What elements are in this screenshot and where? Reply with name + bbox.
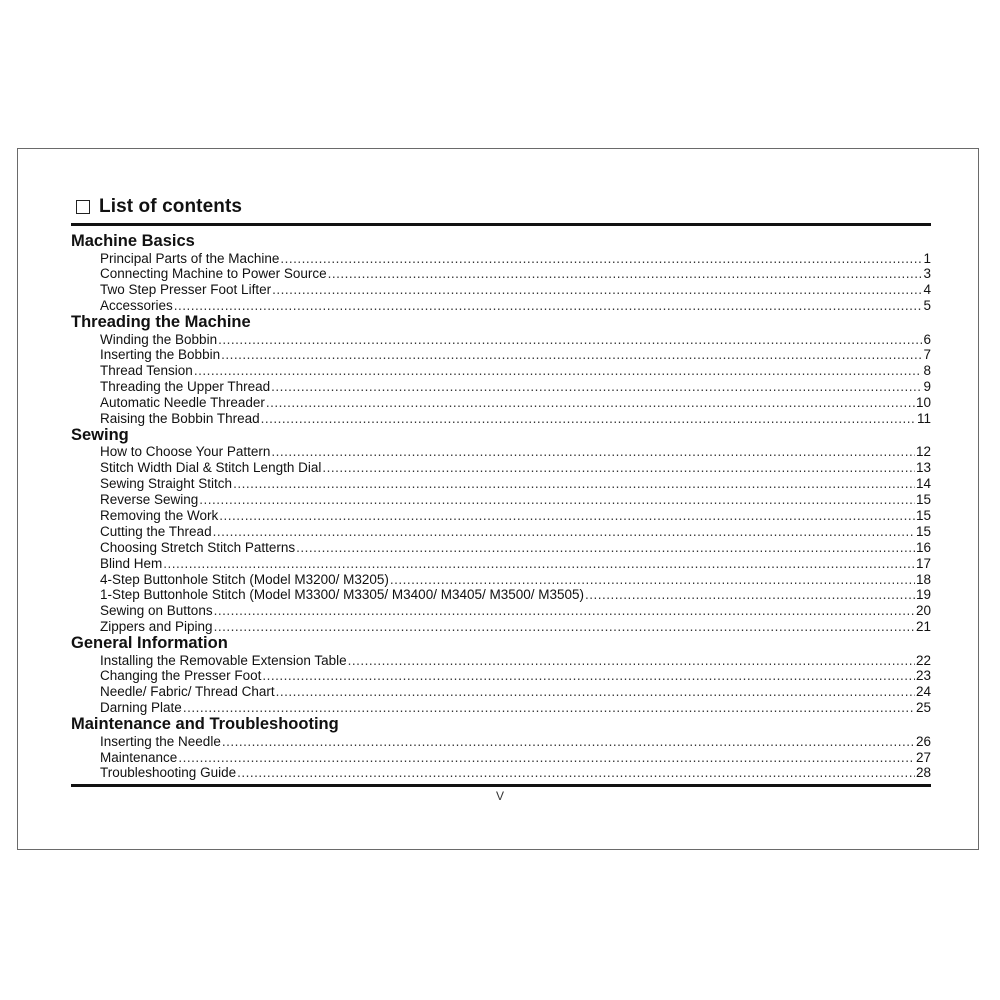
toc-entry-label: Darning Plate — [100, 700, 182, 716]
dot-leader — [261, 411, 916, 427]
toc-entry[interactable] — [71, 700, 931, 716]
toc-entry-page: 15 — [915, 523, 931, 539]
toc-entry-label: Principal Parts of the Machine — [100, 250, 280, 266]
toc-entry-page: 13 — [915, 460, 931, 476]
toc-entry-page: 3 — [923, 266, 931, 282]
dot-leader — [328, 266, 923, 282]
toc-entry-label: Winding the Bobbin — [100, 331, 218, 347]
toc-entry[interactable] — [71, 750, 931, 766]
toc-entry[interactable] — [71, 332, 931, 348]
toc-entry[interactable] — [71, 508, 931, 524]
toc-entry-page: 28 — [915, 765, 931, 781]
toc-entry-label: Two Step Presser Foot Lifter — [100, 282, 272, 298]
toc-entry-label: 4-Step Buttonhole Stitch (Model M3200/ M3205) — [100, 571, 389, 587]
toc-entry-label: Choosing Stretch Stitch Patterns — [100, 539, 296, 555]
toc-entry-label: Thread Tension — [100, 363, 193, 379]
toc-entry-page: 11 — [916, 411, 931, 427]
dot-leader — [213, 524, 915, 540]
toc-entry-page: 20 — [915, 603, 931, 619]
toc-entry-page: 9 — [923, 379, 931, 395]
toc-entry[interactable] — [71, 460, 931, 476]
toc-entry[interactable] — [71, 603, 931, 619]
toc-entry-label: Reverse Sewing — [100, 492, 199, 508]
toc-entry-label: Blind Hem — [100, 555, 163, 571]
toc-entry-page: 7 — [923, 347, 931, 363]
dot-leader — [296, 540, 915, 556]
toc-entry[interactable] — [71, 734, 931, 750]
toc-entry[interactable] — [71, 619, 931, 635]
toc-entry-page: 21 — [915, 619, 931, 635]
toc-entry-page: 8 — [923, 363, 931, 379]
dot-leader — [348, 653, 915, 669]
toc-entry-label: Troubleshooting Guide — [100, 765, 237, 781]
dot-leader — [163, 556, 915, 572]
toc-entry-label: 1-Step Buttonhole Stitch (Model M3300/ M3305/ M3400/ M3405/ M3500/ M3505) — [100, 587, 585, 603]
dot-leader — [222, 734, 915, 750]
dot-leader — [237, 765, 915, 781]
dot-leader — [280, 251, 922, 267]
toc-entry-page: 26 — [915, 733, 931, 749]
section-heading: Maintenance and Troubleshooting — [71, 715, 339, 734]
dot-leader — [194, 363, 923, 379]
toc-entry-page: 4 — [923, 282, 931, 298]
toc-entry-page: 14 — [915, 476, 931, 492]
toc-entry-page: 22 — [915, 652, 931, 668]
toc-entry[interactable] — [71, 684, 931, 700]
toc-entry-page: 24 — [915, 684, 931, 700]
toc-entry-label: Removing the Work — [100, 507, 219, 523]
section-heading: Threading the Machine — [71, 313, 251, 332]
dot-leader — [174, 298, 923, 314]
dot-leader — [214, 603, 915, 619]
toc-entry-page: 6 — [923, 331, 931, 347]
toc-entry[interactable] — [71, 540, 931, 556]
toc-entry[interactable] — [71, 572, 931, 588]
toc-entry[interactable] — [71, 444, 931, 460]
toc-entry[interactable] — [71, 668, 931, 684]
section-heading: Machine Basics — [71, 232, 195, 250]
toc-entry[interactable] — [71, 765, 931, 781]
toc-entry-label: Connecting Machine to Power Source — [100, 266, 327, 282]
toc-entry[interactable] — [71, 653, 931, 669]
toc-entry-page: 12 — [915, 444, 931, 460]
toc-entry[interactable] — [71, 251, 931, 267]
toc-entry-page: 18 — [915, 571, 931, 587]
toc-entry-label: Threading the Upper Thread — [100, 379, 271, 395]
page-number: V — [495, 789, 504, 803]
toc-entry-page: 1 — [923, 250, 931, 266]
toc-entry-label: Maintenance — [100, 749, 178, 765]
toc-entry[interactable] — [71, 282, 931, 298]
toc-entry-page: 17 — [915, 555, 931, 571]
dot-leader — [271, 444, 915, 460]
bottom-rule — [71, 784, 931, 787]
toc-entry-label: Cutting the Thread — [100, 523, 212, 539]
section-heading: General Information — [71, 634, 228, 653]
toc-entry-label: How to Choose Your Pattern — [100, 444, 271, 460]
dot-leader — [262, 668, 915, 684]
dot-leader — [266, 395, 915, 411]
toc-entry[interactable] — [71, 524, 931, 540]
title-rule — [71, 223, 931, 226]
toc-entry-page: 15 — [915, 492, 931, 508]
toc-entry-page: 27 — [915, 749, 931, 765]
toc-entry[interactable] — [71, 363, 931, 379]
checkbox-square-icon — [76, 200, 90, 214]
dot-leader — [214, 619, 915, 635]
toc-entry-page: 25 — [915, 700, 931, 716]
dot-leader — [218, 332, 922, 348]
toc-entry-label: Inserting the Bobbin — [100, 347, 221, 363]
dot-leader — [178, 750, 915, 766]
dot-leader — [221, 347, 922, 363]
toc-entry[interactable] — [71, 556, 931, 572]
toc-entry-label: Automatic Needle Threader — [100, 395, 265, 411]
section-heading: Sewing — [71, 425, 129, 444]
toc-entry-label: Sewing on Buttons — [100, 603, 213, 619]
dot-leader — [585, 587, 915, 603]
table-of-contents — [71, 233, 931, 781]
toc-entry-page: 5 — [923, 298, 931, 314]
dot-leader — [233, 476, 915, 492]
toc-entry[interactable] — [71, 379, 931, 395]
dot-leader — [272, 282, 922, 298]
dot-leader — [219, 508, 915, 524]
toc-entry[interactable] — [71, 395, 931, 411]
toc-entry[interactable] — [71, 492, 931, 508]
dot-leader — [390, 572, 915, 588]
dot-leader — [276, 684, 915, 700]
toc-entry[interactable] — [71, 347, 931, 363]
toc-entry[interactable] — [71, 587, 931, 603]
toc-entry-page: 23 — [915, 668, 931, 684]
toc-entry-label: Raising the Bobbin Thread — [100, 411, 260, 427]
dot-leader — [183, 700, 915, 716]
toc-entry-page: 19 — [915, 587, 931, 603]
dot-leader — [322, 460, 915, 476]
toc-title — [76, 196, 242, 218]
dot-leader — [199, 492, 915, 508]
toc-entry-label: Zippers and Piping — [100, 619, 213, 635]
toc-entry-label: Needle/ Fabric/ Thread Chart — [100, 684, 275, 700]
toc-entry-label: Installing the Removable Extension Table — [100, 652, 347, 668]
toc-entry-page: 10 — [915, 395, 931, 411]
toc-entry-page: 15 — [915, 507, 931, 523]
toc-entry[interactable] — [71, 298, 931, 314]
toc-entry-label: Changing the Presser Foot — [100, 668, 262, 684]
toc-entry[interactable] — [71, 476, 931, 492]
toc-entry[interactable] — [71, 411, 931, 427]
toc-entry-label: Stitch Width Dial & Stitch Length Dial — [100, 460, 322, 476]
toc-entry[interactable] — [71, 266, 931, 282]
toc-entry-label: Accessories — [100, 298, 173, 314]
toc-entry-label: Inserting the Needle — [100, 733, 221, 749]
page-title: List of contents — [99, 196, 243, 217]
toc-entry-label: Sewing Straight Stitch — [100, 476, 233, 492]
toc-entry-page: 16 — [915, 539, 931, 555]
dot-leader — [271, 379, 922, 395]
